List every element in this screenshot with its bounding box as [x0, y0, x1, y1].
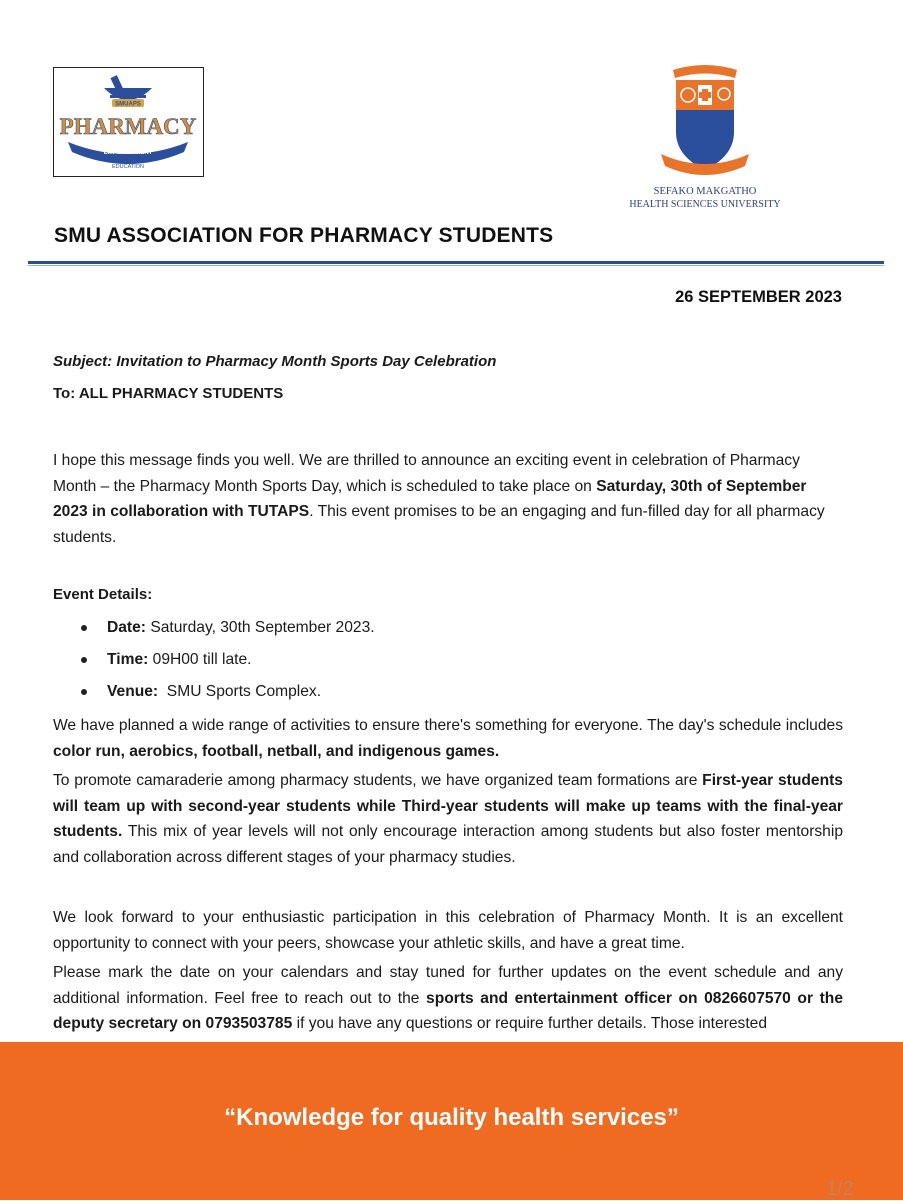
- header-divider: [28, 261, 884, 264]
- ribbon-text: EMPOWERMENT: [103, 150, 153, 156]
- university-name-line2: HEALTH SCIENCES UNIVERSITY: [629, 199, 781, 210]
- contact-paragraph: Please mark the date on your calendars and stay tuned for further updates on the event schedule and any additional information. Feel free to reach out to the sports and entertainment officer on 0826607570 or the deputy secretary on 0793503785 if you have any questions or require further details. Those interested: [53, 964, 843, 1032]
- organization-title: SMU ASSOCIATION FOR PHARMACY STUDENTS: [54, 224, 554, 247]
- smuaps-pharmacy-logo: [53, 67, 204, 177]
- pharmacy-wordmark: PHARMACY: [59, 114, 197, 139]
- mortar-pestle-icon: [54, 68, 202, 175]
- university-name-line1: SEFAKO MAKGATHO: [653, 186, 757, 197]
- activities-paragraph: We have planned a wide range of activities to ensure there's something for everyone. The day's schedule includes color run, aerobics, football, netball, and indigenous games.: [53, 717, 843, 760]
- university-crest-icon: [598, 52, 812, 217]
- page-number: 1/2: [826, 1178, 854, 1200]
- list-item: Date: Saturday, 30th September 2023.: [53, 617, 375, 649]
- footer-quote: “Knowledge for quality health services”: [224, 1104, 679, 1131]
- smuaps-tag: SMUAPS: [115, 101, 141, 108]
- subject-line: Subject: Invitation to Pharmacy Month Sports Day Celebration: [53, 353, 497, 370]
- list-item: Time: 09H00 till late.: [53, 649, 375, 681]
- header-divider-shadow: [28, 265, 884, 266]
- letter-date: 26 SEPTEMBER 2023: [675, 288, 842, 306]
- list-item: Venue: SMU Sports Complex.: [53, 681, 375, 713]
- ribbon-subtext: EDUCATION: [112, 164, 144, 170]
- smu-university-logo: [598, 52, 812, 217]
- event-details-list: [53, 617, 375, 713]
- teams-paragraph: To promote camaraderie among pharmacy students, we have organized team formations are First-year students will team up with second-year students while Third-year students will make up teams with the final-year students. This mix of year levels will not only encourage interaction among students but also foster mentorship and collaboration across different stages of your pharmacy studies.: [53, 772, 843, 866]
- event-details-heading: Event Details:: [53, 586, 153, 603]
- look-forward-paragraph: We look forward to your enthusiastic participation in this celebration of Pharmacy Month. It is an excellent opportunity to connect with your peers, showcase your athletic skills, and have a great time.: [53, 909, 843, 952]
- intro-paragraph: I hope this message finds you well. We are thrilled to announce an exciting event in celebration of Pharmacy Month – the Pharmacy Month Sports Day, which is scheduled to take place on Saturday, 30th of September 2023 in collaboration with TUTAPS. This event promises to be an engaging and fun-filled day for all pharmacy students.: [53, 452, 825, 546]
- recipient-line: To: ALL PHARMACY STUDENTS: [53, 385, 284, 402]
